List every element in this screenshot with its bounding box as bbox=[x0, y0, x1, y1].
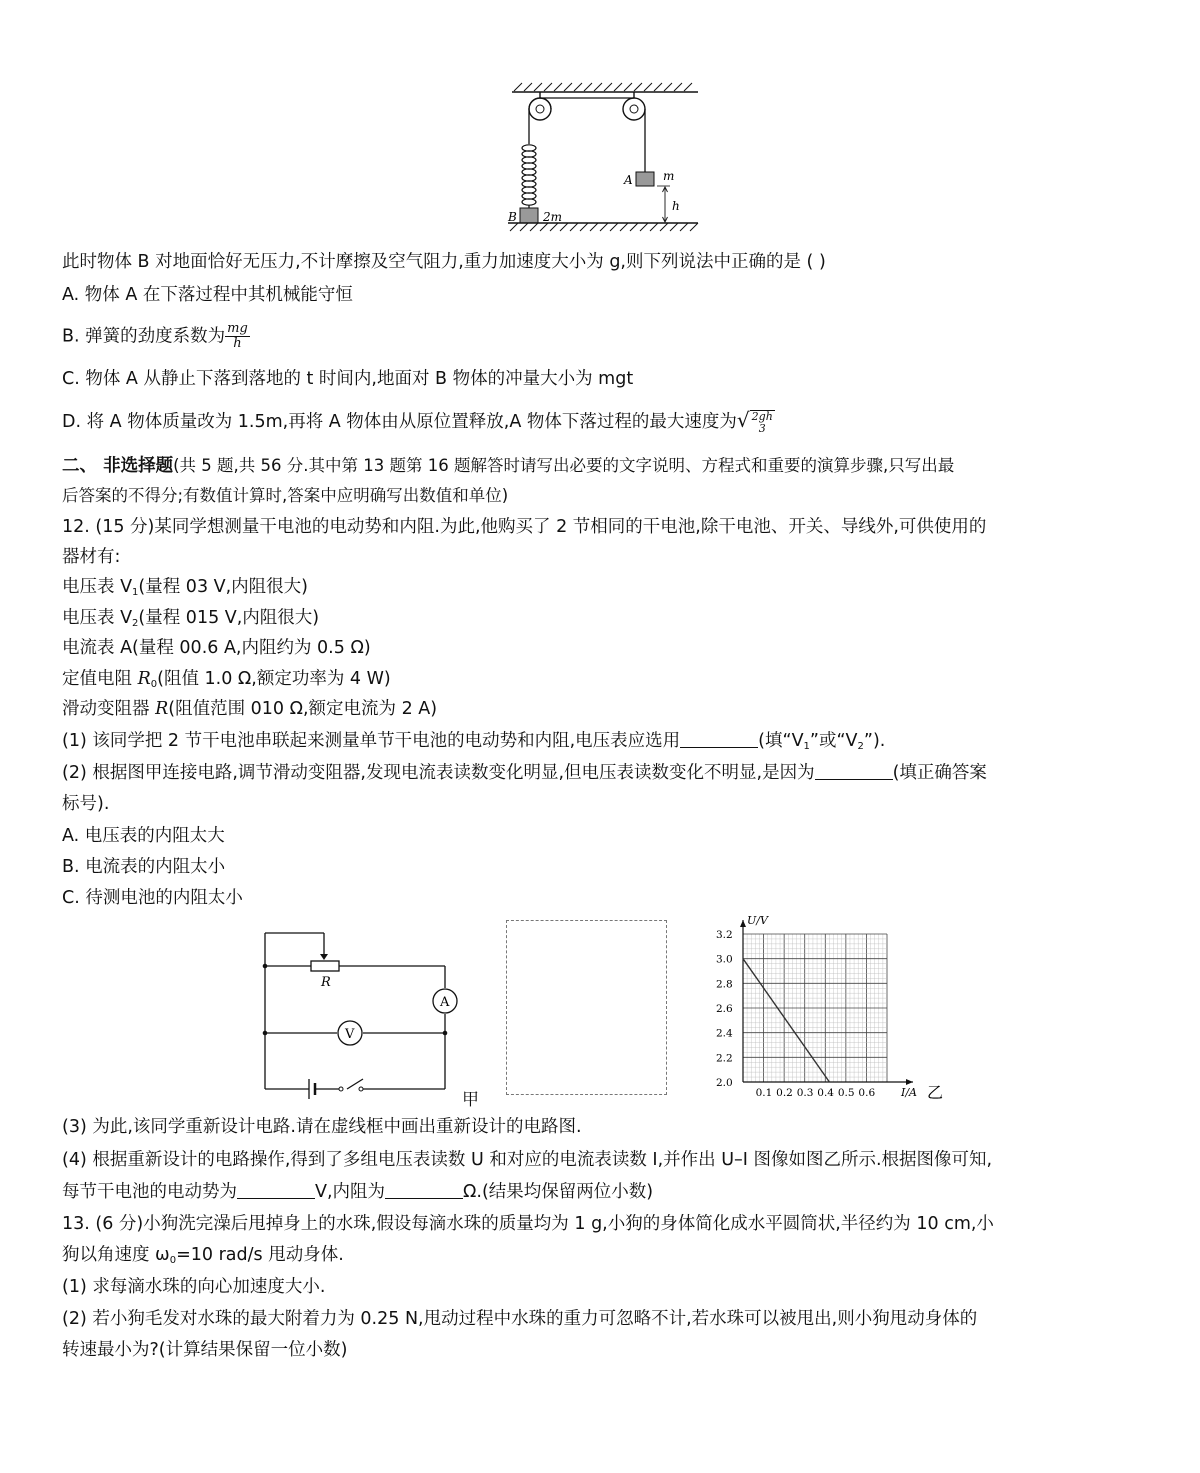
section2-header bbox=[62, 454, 954, 478]
q12-option-a: A. 电压表的内阻太大 bbox=[62, 826, 225, 846]
label-m: m bbox=[663, 169, 675, 183]
y-tick-label: 3.0 bbox=[716, 953, 733, 966]
rheostat-r bbox=[311, 961, 339, 971]
pulley-spring-figure bbox=[500, 80, 710, 240]
u-i-series-line bbox=[743, 959, 829, 1082]
label-2m: 2m bbox=[543, 210, 563, 224]
label-b: B bbox=[508, 210, 517, 224]
figure-jia-caption: 甲 bbox=[462, 1090, 479, 1110]
label-a: A bbox=[624, 173, 633, 187]
y-tick-label: 2.6 bbox=[716, 1003, 733, 1015]
q12-part4-line2: 每节干电池的电动势为 V,内阻为 Ω.(结果均保留两位小数) bbox=[62, 1182, 654, 1202]
answer-blank-resistance[interactable] bbox=[385, 1182, 463, 1199]
q12-option-b: B. 电流表的内阻太小 bbox=[62, 857, 226, 877]
circuit-diagram bbox=[255, 925, 485, 1105]
q12-part3: (3) 为此,该同学重新设计电路.请在虚线框中画出重新设计的电路图. bbox=[62, 1117, 582, 1137]
q12-voltmeter-2: 电压表 $V_2$(量程 015 V,内阻很大) bbox=[62, 608, 320, 629]
voltmeter-label: V bbox=[345, 1027, 355, 1042]
rheostat-label: R bbox=[321, 975, 331, 990]
fraction-mg-over-h: $\frac{mg}{h}$ bbox=[227, 321, 248, 351]
section2-desc: (共 5 题,共 56 分.其中第 13 题第 16 题解答时请写出必要的文字说明、方程式和重要的演算步骤,只写出最 bbox=[173, 456, 955, 475]
label-h: h bbox=[672, 199, 680, 213]
answer-blank-emf[interactable] bbox=[237, 1182, 315, 1199]
section2-desc-line2: 后答案的不得分;有数值计算时,答案中应明确写出数值和单位) bbox=[62, 486, 509, 505]
x-tick-label: 0.4 bbox=[817, 1087, 834, 1099]
q13-line1: 13. (6 分)小狗洗完澡后甩掉身上的水珠,假设每滴水珠的质量均为 1 g,小狗的身体简化成水平圆筒状,半径约为 10 cm,小 bbox=[62, 1214, 994, 1234]
q11-option-a: A. 物体 A 在下落过程中其机械能守恒 bbox=[62, 285, 353, 305]
y-axis-label: U/V bbox=[747, 914, 768, 927]
y-tick-label: 2.2 bbox=[716, 1052, 733, 1065]
y-tick-label: 3.2 bbox=[716, 929, 733, 941]
x-tick-label: 0.2 bbox=[776, 1087, 793, 1099]
y-tick-label: 2.8 bbox=[716, 978, 733, 991]
q11-option-d-text: D. 将 A 物体质量改为 1.5m,再将 A 物体由从原位置释放,A 物体下落过程的最大速度为 bbox=[62, 412, 737, 432]
q12-option-c: C. 待测电池的内阻太小 bbox=[62, 888, 243, 908]
q12-rheostat: 滑动变阻器 R(阻值范围 010 Ω,额定电流为 2 A) bbox=[62, 699, 438, 719]
y-tick-label: 2.4 bbox=[716, 1027, 733, 1040]
q12-voltmeter-1: 电压表 $V_1$(量程 03 V,内阻很大) bbox=[62, 577, 309, 598]
fraction-2gh-over-3: 2gh 3 bbox=[751, 409, 773, 435]
x-tick-label: 0.6 bbox=[858, 1087, 876, 1099]
answer-blank-voltmeter[interactable] bbox=[680, 731, 758, 748]
ammeter-label: A bbox=[440, 995, 450, 1010]
q12-part2: (2) 根据图甲连接电路,调节滑动变阻器,发现电流表读数变化明显,但电压表读数变化不明显,是因为 (填正确答案 bbox=[62, 763, 987, 783]
block-a bbox=[636, 172, 654, 186]
figure-yi-caption: 乙 bbox=[927, 1083, 944, 1102]
y-axis-arrow bbox=[740, 920, 746, 927]
q12-line1: 12. (15 分)某同学想测量干电池的电动势和内阻.为此,他购买了 2 节相同的干电池,除干电池、开关、导线外,可供使用的 bbox=[62, 517, 987, 537]
y-tick-label: 2.0 bbox=[716, 1077, 733, 1089]
q11-option-d: D. 将 A 物体质量改为 1.5m,再将 A 物体由从原位置释放,A 物体下落过程的最大速度为√ 2gh 3 bbox=[62, 408, 773, 435]
x-axis-label: I/A bbox=[901, 1086, 917, 1099]
q12-ammeter: 电流表 A(量程 00.6 A,内阻约为 0.5 Ω) bbox=[62, 638, 371, 658]
drawing-area-dashed-box[interactable] bbox=[506, 920, 667, 1095]
q13-part1: (1) 求每滴水珠的向心加速度大小. bbox=[62, 1277, 326, 1297]
spring bbox=[522, 145, 536, 205]
block-b bbox=[520, 208, 538, 223]
q12-fixed-resistor: 定值电阻 $R_0$(阻值 1.0 Ω,额定功率为 4 W) bbox=[62, 669, 391, 690]
x-axis-arrow bbox=[906, 1079, 913, 1085]
answer-blank-reason[interactable] bbox=[815, 763, 893, 780]
x-tick-label: 0.3 bbox=[796, 1087, 814, 1099]
section2-title: 二、 非选择题 bbox=[62, 456, 174, 476]
q12-part1: (1) 该同学把 2 节干电池串联起来测量单节干电池的电动势和内阻,电压表应选用 (填“$V_1$”或“$V_2$”). bbox=[62, 731, 886, 752]
q12-line2: 器材有: bbox=[62, 547, 121, 567]
q12-part2-line2: 标号). bbox=[62, 794, 110, 814]
q11-option-b bbox=[62, 322, 250, 351]
x-tick-label: 0.1 bbox=[755, 1087, 773, 1099]
q11-option-b-text: B. 弹簧的劲度系数为 bbox=[62, 326, 226, 347]
x-tick-label: 0.5 bbox=[837, 1087, 855, 1099]
q11-option-c: C. 物体 A 从静止下落到落地的 t 时间内,地面对 B 物体的冲量大小为 mgt bbox=[62, 369, 634, 389]
q13-line2: 狗以角速度 $\omega_0=10$ rad/s 甩动身体. bbox=[62, 1245, 344, 1266]
u-i-chart bbox=[705, 905, 945, 1105]
q13-part2-line2: 转速最小为?(计算结果保留一位小数) bbox=[62, 1340, 348, 1360]
q13-part2-line1: (2) 若小狗毛发对水珠的最大附着力为 0.25 N,甩动过程中水珠的重力可忽略不计,若水珠可以被甩出,则小狗甩动身体的 bbox=[62, 1309, 978, 1329]
q12-part4-line1: (4) 根据重新设计的电路操作,得到了多组电压表读数 U 和对应的电流表读数 I,并作出 U–I 图像如图乙所示.根据图像可知, bbox=[62, 1150, 993, 1170]
q11-stem: 此时物体 B 对地面恰好无压力,不计摩擦及空气阻力,重力加速度大小为 g,则下列说法中正确的是 ( ) bbox=[62, 252, 826, 272]
